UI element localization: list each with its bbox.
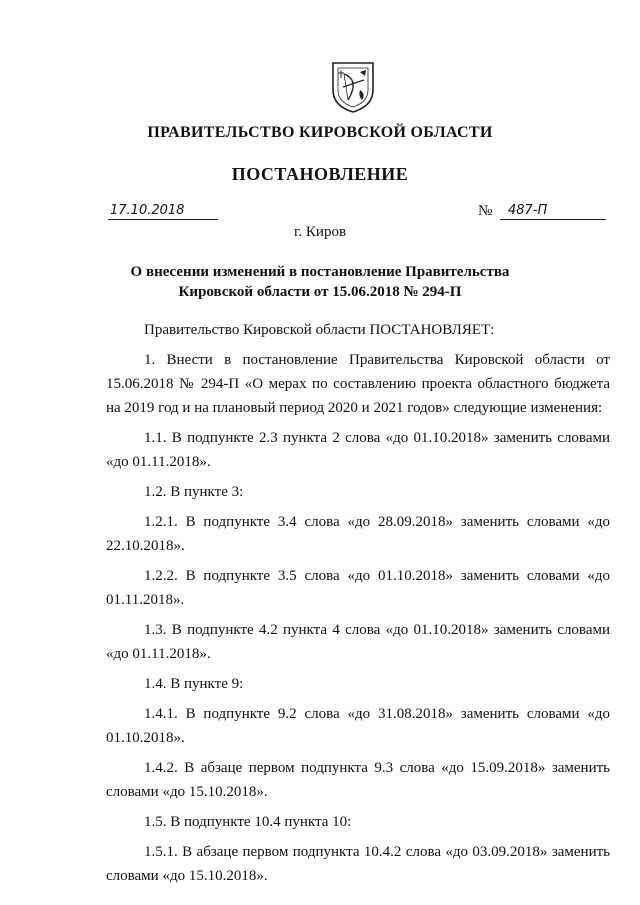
coat-of-arms-icon (330, 60, 376, 114)
paragraph-1-5: 1.5. В подпункте 10.4 пункта 10: (144, 814, 352, 830)
organization-name: ПРАВИТЕЛЬСТВО КИРОВСКОЙ ОБЛАСТИ (147, 124, 493, 141)
document-type: ПОСТАНОВЛЕНИЕ (231, 164, 409, 184)
city: г. Киров (293, 224, 347, 240)
resolution-preamble: Правительство Кировской области ПОСТАНОВЛЯЕТ: (144, 322, 495, 338)
paragraph-1-3: 1.3. В подпункте 4.2 пункта 4 слова «до 01.10.2018» заменить словами «до 01.11.2018». (106, 622, 610, 662)
document-date: 17.10.2018 (108, 203, 218, 220)
document-subject-line-2: Кировской области от 15.06.2018 № 294-П (178, 284, 462, 300)
document-body (106, 318, 610, 894)
paragraph-1-4-2: 1.4.2. В абзаце первом подпункта 9.3 слова «до 15.09.2018» заменить словами «до 15.10.2018». (106, 760, 610, 800)
document-number: 487-П (500, 203, 606, 220)
paragraph-1-4: 1.4. В пункте 9: (144, 676, 244, 692)
paragraph-1-2: 1.2. В пункте 3: (144, 484, 244, 500)
paragraph-1-2-1: 1.2.1. В подпункте 3.4 слова «до 28.09.2018» заменить словами «до 22.10.2018». (106, 514, 610, 554)
paragraph-1: 1. Внести в постановление Правительства Кировской области от 15.06.2018 № 294-П «О мерах по составлению проекта областного бюджета на 2019 год и на плановый период 2020 и 2021 годов» следующие изменения: (106, 352, 610, 416)
paragraph-1-4-1: 1.4.1. В подпункте 9.2 слова «до 31.08.2018» заменить словами «до 01.10.2018». (106, 706, 610, 746)
paragraph-1-2-2: 1.2.2. В подпункте 3.5 слова «до 01.10.2018» заменить словами «до 01.11.2018». (106, 568, 610, 608)
paragraph-1-1: 1.1. В подпункте 2.3 пункта 2 слова «до 01.10.2018» заменить словами «до 01.11.2018». (106, 430, 610, 470)
number-label: № (478, 203, 493, 219)
document-subject-line-1: О внесении изменений в постановление Правительства (130, 264, 510, 280)
paragraph-1-5-1: 1.5.1. В абзаце первом подпункта 10.4.2 слова «до 03.09.2018» заменить словами «до 15.10.2018». (106, 844, 610, 884)
